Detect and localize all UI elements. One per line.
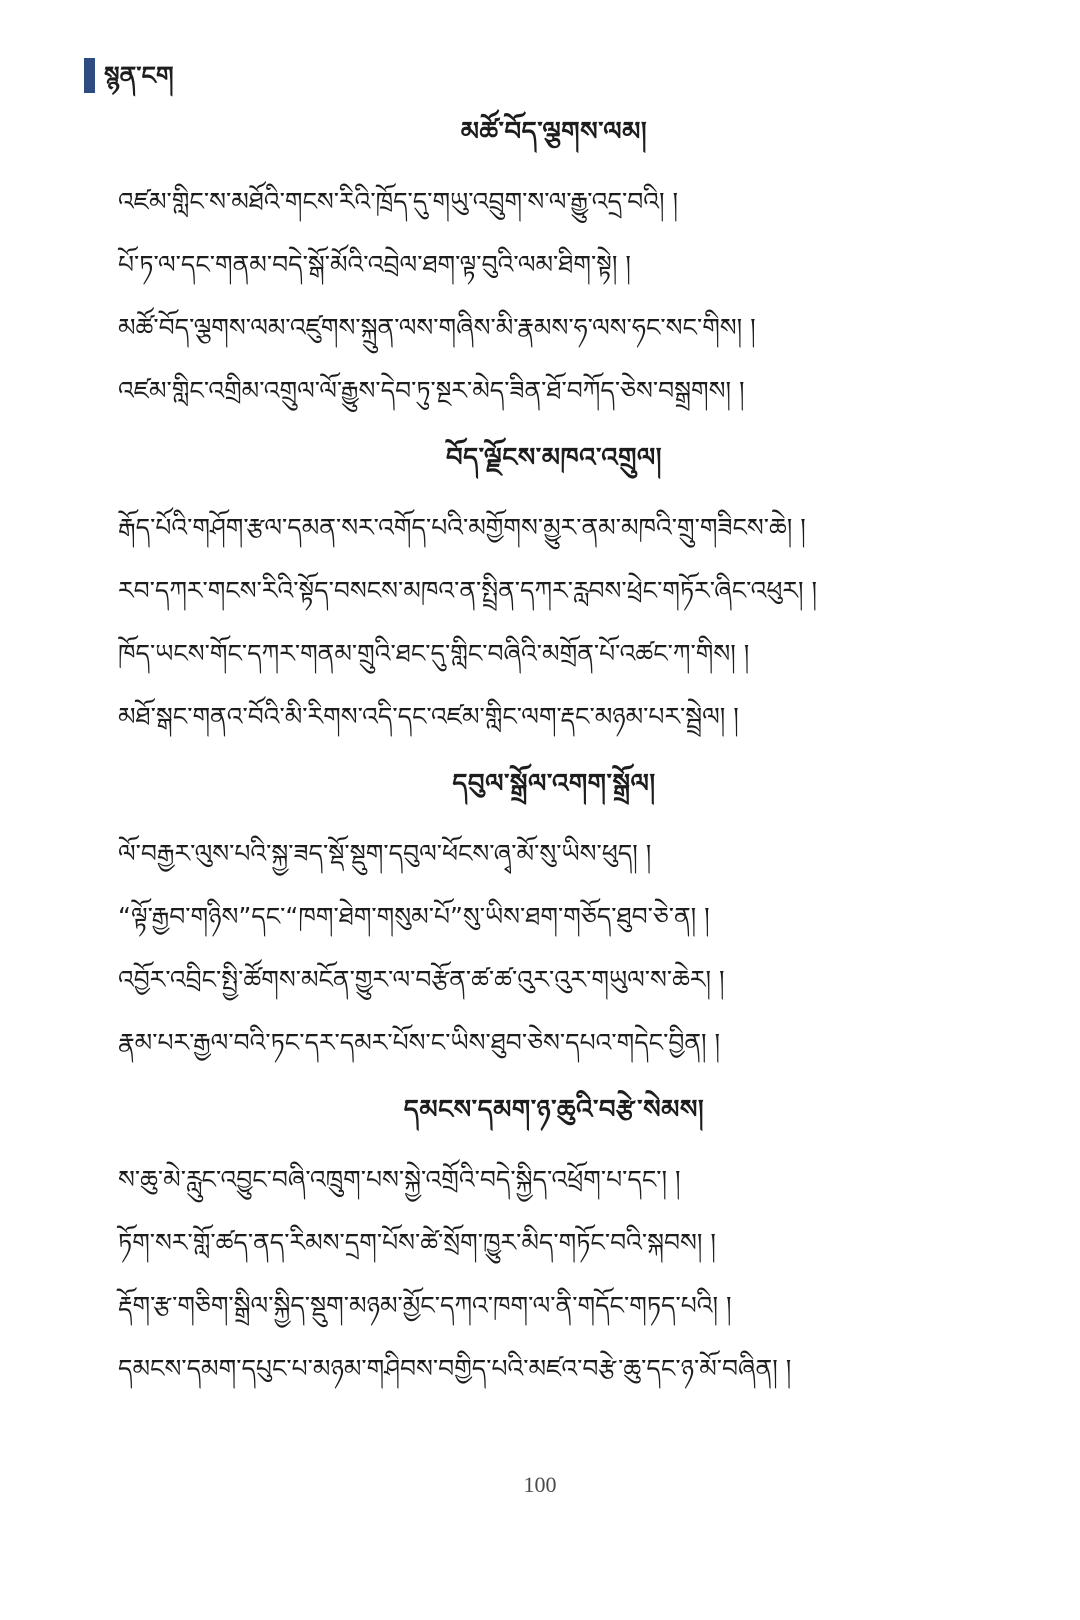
header-section-label: སྙན་ངག — [104, 61, 174, 90]
poem-title: བོད་ལྗོངས་མཁའ་འགྲུལ། — [445, 443, 663, 473]
header-accent-bar — [84, 58, 95, 93]
poem-line: འཛམ་གླིང་འགྲིམ་འགྲུལ་ལོ་རྒྱུས་དེབ་ཏུ་སྔར་མེད་ཟིན་ཐོ་བཀོད་ཅེས་བསྒྲགས། ། — [118, 376, 745, 405]
poem-line: འབྱོར་འབྲིང་སྤྱི་ཚོགས་མངོན་གྱུར་ལ་བརྩོན་ཚ་ཚ་འུར་འུར་གཡུལ་ས་ཆེར། ། — [118, 965, 725, 994]
poem-section — [118, 434, 990, 737]
poem-title: དབུལ་སྒྲོལ་འགག་སྒྲོལ། — [452, 769, 656, 799]
poem-line: རབ་དཀར་གངས་རིའི་སྟོད་བསངས་མཁའ་ན་སྤྲིན་དཀར་རླབས་ཕྲེང་གཏོར་ཞིང་འཕུར། ། — [118, 576, 818, 605]
poem-section — [118, 1086, 990, 1389]
poem-line: འཛམ་གླིང་ས་མཐོའི་གངས་རིའི་ཁྲོད་དུ་གཡུ་འབྲུག་ས་ལ་རྒྱུ་འདྲ་བའི། ། — [118, 187, 679, 216]
poem-line: མཚོ་བོད་ལྕགས་ལམ་འཛུགས་སྐྲུན་ལས་གཞིས་མི་རྣམས་ཧ་ལས་ཧང་སང་གིས། ། — [118, 313, 756, 342]
poem-line: ཁོད་ཡངས་གོང་དཀར་གནམ་གྲུའི་ཐང་དུ་གླིང་བཞིའི་མགྲོན་པོ་འཚང་ཀ་གིས། ། — [118, 639, 750, 668]
poem-line: རྒོད་པོའི་གཤོག་རྩལ་དམན་སར་འགོད་པའི་མགྱོགས་མྱུར་ནམ་མཁའི་གྲུ་གཟིངས་ཆེ། ། — [118, 513, 806, 542]
poem-line: “ལྟོ་རྒྱབ་གཉིས”དང་“ཁག་ཐེག་གསུམ་པོ”སུ་ཡིས་ཐག་གཅོད་ཐུབ་ཅེ་ན། ། — [118, 902, 710, 931]
poem-title: མཚོ་བོད་ལྕགས་ལམ། — [460, 117, 648, 147]
poem-title: དམངས་དམག་ཉ་ཆུའི་བརྩེ་སེམས། — [403, 1095, 705, 1125]
poem-line: ས་ཆུ་མེ་རླུང་འབྱུང་བཞི་འཁྲུག་པས་སྐྱེ་འགྲོའི་བདེ་སྐྱིད་འཕྲོག་པ་དང་། ། — [118, 1165, 681, 1194]
page-header — [84, 58, 174, 93]
poem-line: རྡོག་རྩ་གཅིག་སྒྲིལ་སྐྱིད་སྡུག་མཉམ་མྱོང་དཀའ་ཁག་ལ་ནི་གདོང་གཏད་པའི། ། — [118, 1291, 732, 1320]
poem-line: དམངས་དམག་དཔུང་པ་མཉམ་གཤིབས་བགྱིད་པའི་མཛའ་བརྩེ་ཆུ་དང་ཉ་མོ་བཞིན། ། — [118, 1354, 792, 1383]
poem-line: ལོ་བརྒྱར་ལུས་པའི་སྐྱ་ཟད་སྡོ་སྡུག་དབུལ་ཕོངས་ཞྭ་མོ་སུ་ཡིས་ཕུད། ། — [118, 839, 652, 868]
poem-section — [118, 760, 990, 1063]
poems-container — [0, 108, 1080, 1412]
page-number: 100 — [523, 1472, 557, 1497]
poem-line: མཐོ་སྒང་གནའ་བོའི་མི་རིགས་འདི་དང་འཛམ་གླིང་ལག་རྡང་མཉམ་པར་སྦྲེལ། ། — [118, 702, 739, 731]
poem-line: ཏོག་སར་གློ་ཚད་ནད་རིམས་དྲག་པོས་ཚེ་སྲོག་ཁྱུར་མིད་གཏོང་བའི་སྐབས། ། — [118, 1228, 716, 1257]
poem-line: པོ་ཏ་ལ་དང་གནམ་བདེ་སྒོ་མོའི་འབྲེལ་ཐག་ལྟ་བུའི་ལམ་ཐིག་སྟེ། ། — [118, 250, 631, 279]
poem-line: རྣམ་པར་རྒྱལ་བའི་ཏང་དར་དམར་པོས་ང་ཡིས་ཐུབ་ཅེས་དཔའ་གདེང་བྱིན། ། — [118, 1028, 721, 1057]
poem-section — [118, 108, 990, 411]
